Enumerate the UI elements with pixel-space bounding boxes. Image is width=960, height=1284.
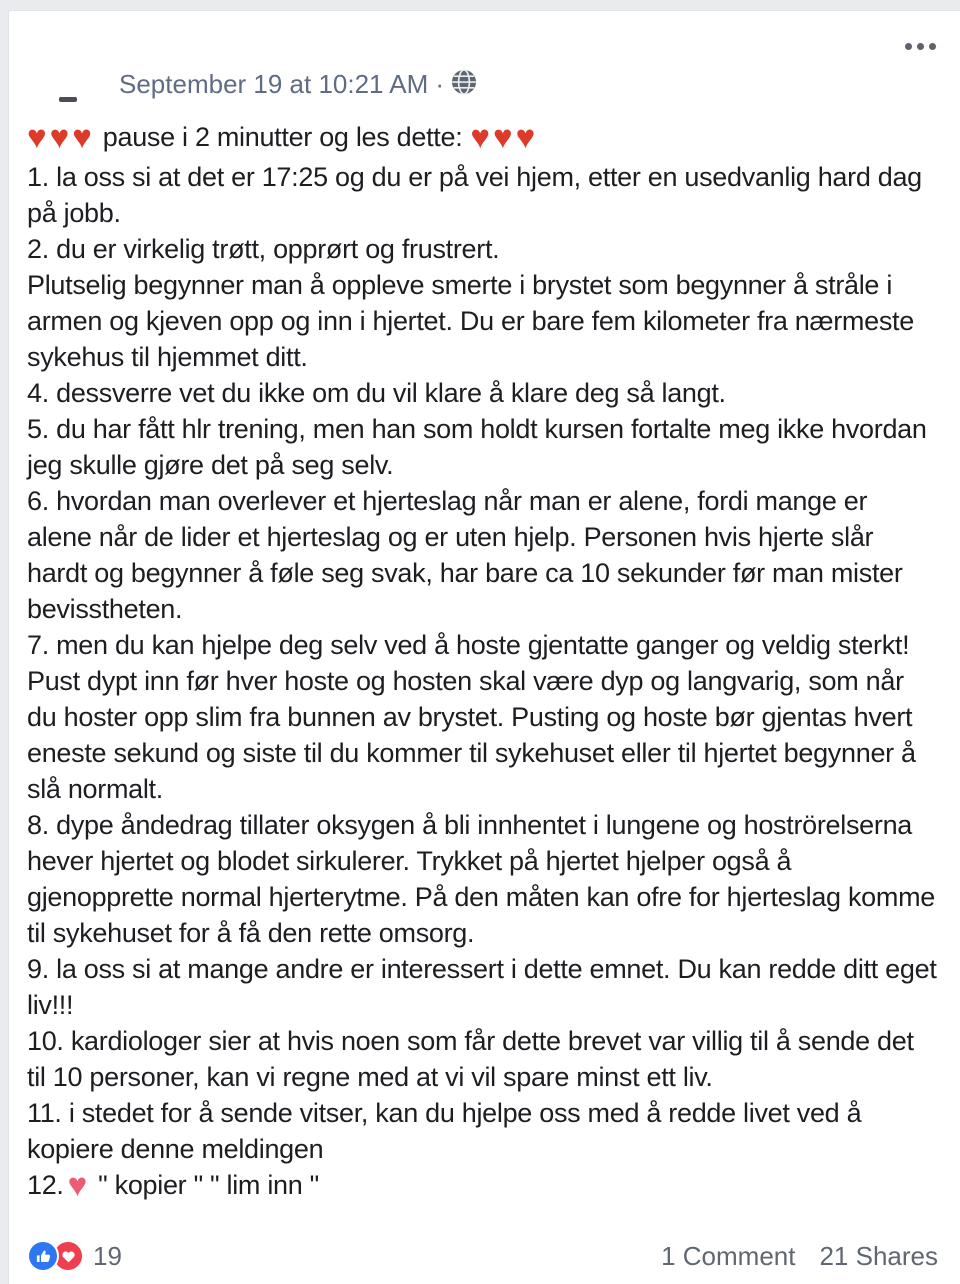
reactions-summary[interactable] [27, 1240, 122, 1272]
post-header [9, 11, 960, 117]
timestamp-row [119, 67, 477, 102]
paragraph-1: 1. la oss si at det er 17:25 og du er på vei hjem, etter en usedvanlig hard dag på jobb. [27, 162, 922, 228]
shares-count[interactable]: 21 Shares [819, 1240, 938, 1271]
post-content [9, 117, 960, 1203]
footer-counts [661, 1241, 938, 1272]
paragraph-12-suffix: " kopier " " lim inn " [98, 1170, 319, 1200]
post-timestamp-link[interactable]: September 19 at 10:21 AM [119, 69, 429, 99]
privacy-globe-icon [451, 69, 477, 102]
like-reaction-icon [27, 1240, 59, 1272]
paragraph-4: 4. dessverre vet du ikke om du vil klare å klare deg så langt. [27, 378, 726, 408]
red-hearts-icons: ♥♥♥ [27, 118, 95, 155]
paragraph-3: Plutselig begynner man å oppleve smerte i brystet som begynner å stråle i armen og kjeven opp og inn i hjertet. Du er bare fem kilometer fra nærmeste sykehus til hjemmet ditt. [27, 270, 914, 372]
paragraph-2: 2. du er virkelig trøtt, opprørt og frustrert. [27, 234, 500, 264]
redacted-author-mark [59, 97, 77, 102]
paragraph-5: 5. du har fått hlr trening, men han som holdt kursen fortalte meg ikke hvordan jeg skulle gjøre det på seg selv. [27, 414, 927, 480]
paragraph-9: 9. la oss si at mange andre er interessert i dette emnet. Du kan redde ditt eget liv!!! [27, 954, 937, 1020]
red-hearts-icons: ♥♥♥ [470, 118, 539, 155]
paragraph-12-prefix: 12. [27, 1170, 64, 1200]
facebook-post-card [8, 10, 960, 1284]
paragraph-10: 10. kardiologer sier at hvis noen som får dette brevet var villig til å sende det til 10 personer, kan vi regne med at vi vil spare minst ett liv. [27, 1026, 914, 1092]
paragraph-7: 7. men du kan hjelpe deg selv ved å hoste gjentatte ganger og veldig sterkt! Pust dypt inn før hver hoste og hosten skal være dyp og langvarig, som når du hoster opp slim fra bunnen av brystet. Pusting og hoste bør gjentas hvert eneste sekund og siste til du kommer til sykehuset eller til hjertet begynner å slå normalt. [27, 630, 916, 804]
paragraph-12 [27, 1167, 938, 1203]
paragraph-8: 8. dype åndedrag tillater oksygen å bli innhentet i lungene og hoströrelserna hever hjertet og blodet sirkulerer. Trykket på hjertet hjelper også å gjenopprette normal hjerterytme. På den måten kan ofre for hjerteslag komme til sykehuset for å få den rette omsorg. [27, 810, 935, 948]
post-footer [27, 1240, 938, 1272]
post-title-text: pause i 2 minutter og les dette: [102, 122, 463, 152]
meta-separator: · [435, 69, 444, 99]
reaction-count[interactable]: 19 [93, 1240, 122, 1271]
comments-count[interactable]: 1 Comment [661, 1240, 796, 1271]
post-title-line [27, 117, 938, 157]
paragraph-6: 6. hvordan man overlever et hjerteslag når man er alene, fordi mange er alene når de lider et hjerteslag og er uten hjelp. Personen hvis hjerte slår hardt og begynner å føle seg svak, har bare ca 10 sekunder før man mister bevisstheten. [27, 486, 903, 624]
paragraph-11: 11. i stedet for å sende vitser, kan du hjelpe oss med å redde livet ved å kopiere denne meldingen [27, 1098, 862, 1164]
pink-heart-icon: ♥ [67, 1166, 87, 1203]
